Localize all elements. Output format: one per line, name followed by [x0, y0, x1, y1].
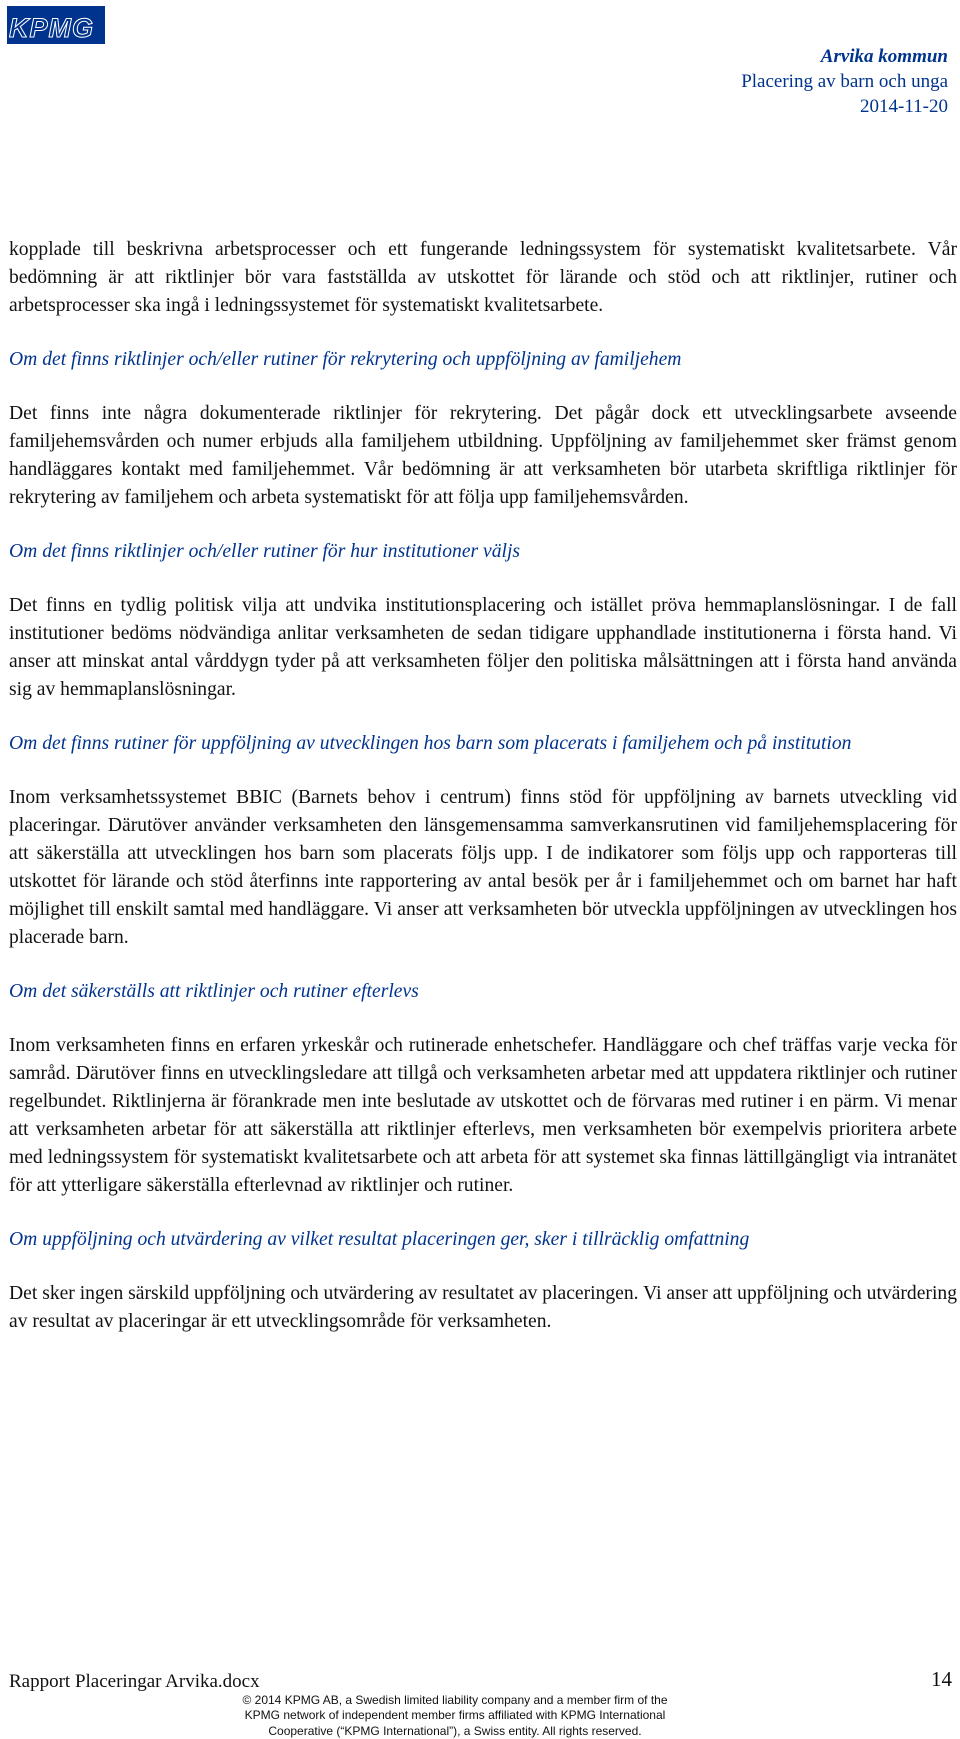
section-heading: Om uppföljning och utvärdering av vilket resultat placeringen ger, sker i tillräcklig omfattning: [9, 1229, 750, 1250]
section-paragraph: Det finns inte några dokumenterade riktlinjer för rekrytering. Det pågår dock ett utvecklingsarbete avseende familjehemsvården och numer erbjuds alla familjehem utbildning. Uppföljning av familjehemmet sker främst genom handläggares kontakt med familjehemmet. Vår bedömning är att verksamheten bör utarbeta skriftliga riktlinjer för rekrytering av familjehem och arbeta systematiskt för att följa upp familjehemsvården.: [9, 403, 957, 508]
footer-filename: Rapport Placeringar Arvika.docx: [9, 1671, 260, 1692]
logo-text: KPMG: [9, 13, 94, 43]
section-paragraph: Inom verksamhetssystemet BBIC (Barnets behov i centrum) finns stöd för uppföljning av barnets utveckling vid placeringar. Därutöver använder verksamheten den länsgemensamma samverkansrutinen vid familjehemsplacering för att säkerställa att utvecklingen hos barn som placerats följs upp. I de indikatorer som följs upp och rapporteras till utskottet för lärande och stöd återfinns inte rapportering av antal besök per år i familjehemmet och om barnet har haft möjlighet till enskilt samtal med handläggare. Vi anser att verksamheten bör utveckla uppföljningen av utvecklingen hos placerade barn.: [9, 787, 957, 948]
section-paragraph: Det sker ingen särskild uppföljning och utvärdering av resultatet av placeringen. Vi anser att uppföljning och utvärdering av resultat av placeringar är ett utvecklingsområde för verksamheten.: [9, 1283, 957, 1332]
document-header: [741, 44, 948, 119]
footer-copyright: [205, 1693, 705, 1739]
header-date: 2014-11-20: [860, 96, 948, 117]
section-heading: Om det finns rutiner för uppföljning av utvecklingen hos barn som placerats i familjehem och på institution: [9, 733, 852, 754]
footer-page-number: 14: [931, 1667, 952, 1691]
copyright-line: Cooperative (“KPMG International”), a Swiss entity. All rights reserved.: [268, 1723, 642, 1738]
copyright-line: © 2014 KPMG AB, a Swedish limited liability company and a member firm of the: [242, 1693, 668, 1707]
section-paragraph: Det finns en tydlig politisk vilja att undvika institutionsplacering och istället pröva hemmaplanslösningar. I de fall institutioner bedöms nödvändiga anlitar verksamheten de sedan tidigare upphandlade institutionerna i första hand. Vi anser att minskat antal vårddygn tyder på att verksamheten följer den politiska målsättningen att i första hand använda sig av hemmaplanslösningar.: [9, 595, 957, 700]
kpmg-logo: [7, 6, 105, 44]
document-body: [9, 236, 957, 1336]
section-paragraph: Inom verksamheten finns en erfaren yrkeskår och rutinerade enhetschefer. Handläggare och chef träffas varje vecka för samråd. Därutöver finns en utvecklingsledare att tillgå och verksamheten arbetar med att uppdatera riktlinjer och rutiner regelbundet. Riktlinjerna är förankrade men inte beslutade av utskottet och de förvaras med rutiner i en pärm. Vi menar att verksamheten arbetar för att säkerställa att riktlinjer efterlevs, men verksamheten bör exempelvis prioritera arbete med ledningssystem för systematiskt kvalitetsarbete och att arbeta för att systemet ska finnas lättillgängligt via intranätet för att ytterligare säkerställa efterlevnad av riktlinjer och rutiner.: [9, 1035, 957, 1196]
section-heading: Om det finns riktlinjer och/eller rutiner för rekrytering och uppföljning av familjehem: [9, 349, 682, 370]
copyright-line: KPMG network of independent member firms affiliated with KPMG International: [244, 1708, 666, 1723]
header-report-title: Placering av barn och unga: [741, 71, 948, 92]
section-heading: Om det finns riktlinjer och/eller rutiner för hur institutioner väljs: [9, 541, 521, 562]
intro-paragraph: kopplade till beskrivna arbetsprocesser och ett fungerande ledningssystem för systematiskt kvalitetsarbete. Vår bedömning är att riktlinjer bör vara fastställda av utskottet för lärande och stöd och att riktlinjer, rutiner och arbetsprocesser ska ingå i ledningssystemet för systematiskt kvalitetsarbete.: [9, 239, 957, 316]
header-organization: Arvika kommun: [820, 46, 948, 67]
section-heading: Om det säkerställs att riktlinjer och rutiner efterlevs: [9, 981, 419, 1002]
